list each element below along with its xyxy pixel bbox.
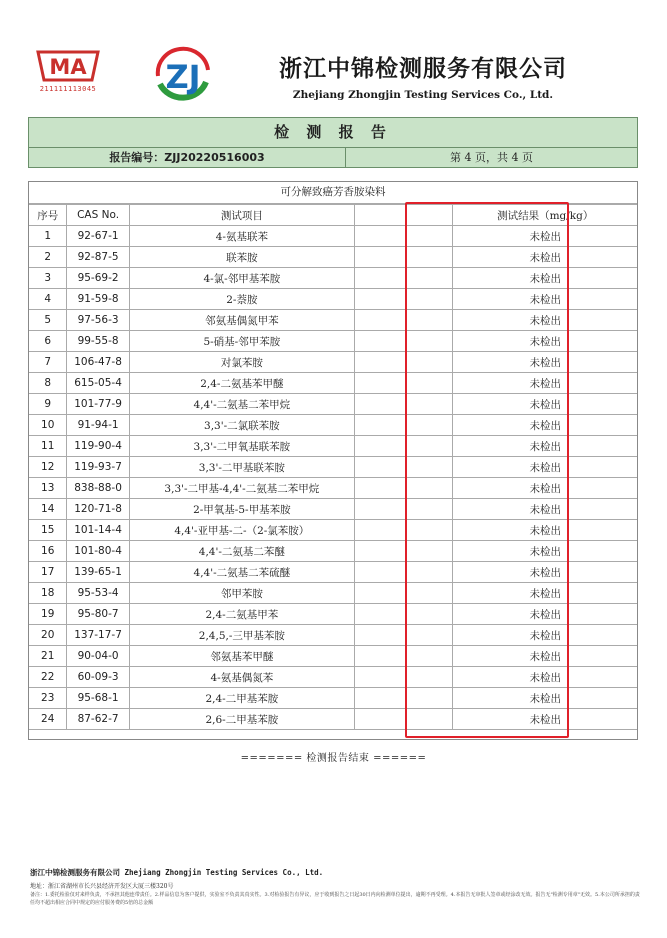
row-cas: 106-47-8 bbox=[67, 352, 129, 373]
table-row bbox=[29, 394, 637, 415]
row-result: 未检出 bbox=[453, 457, 637, 478]
table-row bbox=[29, 541, 637, 562]
footer bbox=[30, 867, 640, 907]
company-name-en: Zhejiang Zhongjin Testing Services Co., Ltd. bbox=[292, 89, 554, 101]
row-cas: 95-68-1 bbox=[67, 688, 129, 709]
row-result: 未检出 bbox=[453, 541, 637, 562]
row-blank bbox=[354, 310, 453, 331]
table-row bbox=[29, 625, 637, 646]
row-result: 未检出 bbox=[453, 415, 637, 436]
row-blank bbox=[354, 499, 453, 520]
table-row bbox=[29, 499, 637, 520]
row-item: 4-氨基偶氮苯 bbox=[129, 667, 354, 688]
cma-number: 211111113045 bbox=[39, 85, 97, 93]
header-cas: CAS No. bbox=[67, 205, 129, 226]
row-blank bbox=[354, 457, 453, 478]
row-cas: 91-59-8 bbox=[67, 289, 129, 310]
row-result: 未检出 bbox=[453, 268, 637, 289]
row-blank bbox=[354, 331, 453, 352]
row-no: 18 bbox=[29, 583, 67, 604]
row-result: 未检出 bbox=[453, 352, 637, 373]
table-row bbox=[29, 478, 637, 499]
table-row bbox=[29, 289, 637, 310]
row-result: 未检出 bbox=[453, 625, 637, 646]
row-item: 2,4,5,-三甲基苯胺 bbox=[129, 625, 354, 646]
row-result: 未检出 bbox=[453, 667, 637, 688]
row-item: 2,4-二氨基苯甲醚 bbox=[129, 373, 354, 394]
row-cas: 99-55-8 bbox=[67, 331, 129, 352]
row-item: 3,3'-二甲基-4,4'-二氨基二苯甲烷 bbox=[129, 478, 354, 499]
row-result: 未检出 bbox=[453, 499, 637, 520]
row-cas: 101-77-9 bbox=[67, 394, 129, 415]
row-no: 5 bbox=[29, 310, 67, 331]
header-item: 测试项目 bbox=[129, 205, 354, 226]
row-blank bbox=[354, 646, 453, 667]
row-blank bbox=[354, 226, 453, 247]
table-row bbox=[29, 310, 637, 331]
row-cas: 87-62-7 bbox=[67, 709, 129, 730]
row-cas: 120-71-8 bbox=[67, 499, 129, 520]
row-item: 4,4'-亚甲基-二-（2-氯苯胺） bbox=[129, 520, 354, 541]
row-blank bbox=[354, 478, 453, 499]
row-cas: 119-90-4 bbox=[67, 436, 129, 457]
row-no: 6 bbox=[29, 331, 67, 352]
row-blank bbox=[354, 667, 453, 688]
row-item: 邻甲苯胺 bbox=[129, 583, 354, 604]
row-cas: 92-87-5 bbox=[67, 247, 129, 268]
company-header bbox=[268, 50, 578, 101]
row-no: 8 bbox=[29, 373, 67, 394]
row-blank bbox=[354, 436, 453, 457]
zj-logo-text: ZJ bbox=[165, 58, 201, 96]
header-no: 序号 bbox=[29, 205, 67, 226]
row-no: 11 bbox=[29, 436, 67, 457]
row-no: 3 bbox=[29, 268, 67, 289]
row-item: 3,3'-二甲氧基联苯胺 bbox=[129, 436, 354, 457]
row-result: 未检出 bbox=[453, 583, 637, 604]
cma-logo-text: MA bbox=[49, 55, 87, 79]
table-row bbox=[29, 667, 637, 688]
table-header-row bbox=[29, 205, 637, 226]
row-no: 21 bbox=[29, 646, 67, 667]
row-item: 邻氨基偶氮甲苯 bbox=[129, 310, 354, 331]
row-no: 24 bbox=[29, 709, 67, 730]
cma-logo bbox=[32, 46, 104, 93]
cma-logo-icon bbox=[32, 46, 104, 84]
row-cas: 92-67-1 bbox=[67, 226, 129, 247]
row-no: 23 bbox=[29, 688, 67, 709]
row-cas: 95-69-2 bbox=[67, 268, 129, 289]
zj-logo-icon bbox=[152, 46, 214, 104]
row-result: 未检出 bbox=[453, 289, 637, 310]
header-blank bbox=[354, 205, 453, 226]
row-item: 4-氨基联苯 bbox=[129, 226, 354, 247]
row-no: 22 bbox=[29, 667, 67, 688]
page-info: 第 4 页，共 4 页 bbox=[450, 151, 533, 164]
row-cas: 139-65-1 bbox=[67, 562, 129, 583]
row-no: 15 bbox=[29, 520, 67, 541]
table-row bbox=[29, 268, 637, 289]
row-result: 未检出 bbox=[453, 604, 637, 625]
row-no: 14 bbox=[29, 499, 67, 520]
row-item: 邻氨基苯甲醚 bbox=[129, 646, 354, 667]
row-no: 13 bbox=[29, 478, 67, 499]
row-result: 未检出 bbox=[453, 247, 637, 268]
row-cas: 97-56-3 bbox=[67, 310, 129, 331]
company-name-cn: 浙江中锦检测服务有限公司 bbox=[279, 56, 567, 82]
table-row bbox=[29, 604, 637, 625]
row-result: 未检出 bbox=[453, 394, 637, 415]
row-cas: 137-17-7 bbox=[67, 625, 129, 646]
row-blank bbox=[354, 352, 453, 373]
row-blank bbox=[354, 289, 453, 310]
row-item: 2-甲氧基-5-甲基苯胺 bbox=[129, 499, 354, 520]
row-result: 未检出 bbox=[453, 436, 637, 457]
row-no: 10 bbox=[29, 415, 67, 436]
row-blank bbox=[354, 247, 453, 268]
zj-logo bbox=[152, 46, 214, 108]
table-row bbox=[29, 331, 637, 352]
row-item: 5-硝基-邻甲苯胺 bbox=[129, 331, 354, 352]
row-result: 未检出 bbox=[453, 331, 637, 352]
row-no: 19 bbox=[29, 604, 67, 625]
row-item: 4,4'-二氨基二苯硫醚 bbox=[129, 562, 354, 583]
row-blank bbox=[354, 562, 453, 583]
table-row bbox=[29, 688, 637, 709]
row-result: 未检出 bbox=[453, 520, 637, 541]
report-title: 检 测 报 告 bbox=[29, 118, 637, 148]
footer-address: 地址：浙江省湖州市长兴县经济开发区大厦三楼320号 bbox=[30, 883, 174, 890]
row-no: 16 bbox=[29, 541, 67, 562]
row-result: 未检出 bbox=[453, 478, 637, 499]
row-result: 未检出 bbox=[453, 646, 637, 667]
row-result: 未检出 bbox=[453, 373, 637, 394]
row-cas: 615-05-4 bbox=[67, 373, 129, 394]
footer-company: 浙江中锦检测服务有限公司 Zhejiang Zhongjin Testing Services Co., Ltd. bbox=[30, 868, 324, 877]
results-panel bbox=[28, 181, 638, 740]
end-note: ======= 检测报告结束 ====== bbox=[240, 753, 427, 764]
row-result: 未检出 bbox=[453, 226, 637, 247]
row-no: 17 bbox=[29, 562, 67, 583]
row-item: 4,4'-二氨基二苯醚 bbox=[129, 541, 354, 562]
row-no: 7 bbox=[29, 352, 67, 373]
row-result: 未检出 bbox=[453, 310, 637, 331]
row-blank bbox=[354, 709, 453, 730]
section-title: 可分解致癌芳香胺染料 bbox=[29, 182, 637, 204]
row-item: 2-萘胺 bbox=[129, 289, 354, 310]
row-blank bbox=[354, 541, 453, 562]
table-row bbox=[29, 709, 637, 730]
row-cas: 91-94-1 bbox=[67, 415, 129, 436]
table-row bbox=[29, 646, 637, 667]
table-body bbox=[29, 226, 637, 730]
table-row bbox=[29, 583, 637, 604]
row-blank bbox=[354, 583, 453, 604]
footer-notes: 备注：1.委托检验仅对来样负责，不承担其他连带责任。2.样品信息为客户提供，实验室不负责其真实性。3.对检验报告有异议，应于收到报告之日起30日内向检测单位提出，逾期不再受理。4.本报告无审批人签章或经涂改无效。报告无"检测专用章"无效。5.本公司所承担的责任均不超出相应合同中规定的应付服务费的5倍的总金额 bbox=[30, 892, 640, 906]
table-row bbox=[29, 520, 637, 541]
row-item: 2,4-二氨基甲苯 bbox=[129, 604, 354, 625]
row-cas: 90-04-0 bbox=[67, 646, 129, 667]
row-no: 2 bbox=[29, 247, 67, 268]
row-no: 20 bbox=[29, 625, 67, 646]
row-item: 3,3'-二氯联苯胺 bbox=[129, 415, 354, 436]
row-item: 对氯苯胺 bbox=[129, 352, 354, 373]
table-row bbox=[29, 226, 637, 247]
table-row bbox=[29, 457, 637, 478]
row-no: 12 bbox=[29, 457, 67, 478]
row-no: 9 bbox=[29, 394, 67, 415]
row-cas: 838-88-0 bbox=[67, 478, 129, 499]
row-result: 未检出 bbox=[453, 709, 637, 730]
row-item: 2,4-二甲基苯胺 bbox=[129, 688, 354, 709]
row-cas: 101-80-4 bbox=[67, 541, 129, 562]
header-result: 测试结果（mg/kg） bbox=[453, 205, 637, 226]
row-cas: 95-53-4 bbox=[67, 583, 129, 604]
table-row bbox=[29, 247, 637, 268]
report-number: 报告编号：ZJJ20220516003 bbox=[29, 148, 346, 167]
row-blank bbox=[354, 688, 453, 709]
row-no: 4 bbox=[29, 289, 67, 310]
row-blank bbox=[354, 373, 453, 394]
row-item: 联苯胺 bbox=[129, 247, 354, 268]
row-cas: 119-93-7 bbox=[67, 457, 129, 478]
row-item: 4,4'-二氨基二苯甲烷 bbox=[129, 394, 354, 415]
row-blank bbox=[354, 268, 453, 289]
table-row bbox=[29, 415, 637, 436]
row-blank bbox=[354, 394, 453, 415]
row-blank bbox=[354, 625, 453, 646]
table-row bbox=[29, 373, 637, 394]
row-no: 1 bbox=[29, 226, 67, 247]
table-row bbox=[29, 562, 637, 583]
row-cas: 101-14-4 bbox=[67, 520, 129, 541]
table-row bbox=[29, 436, 637, 457]
table-row bbox=[29, 352, 637, 373]
row-blank bbox=[354, 520, 453, 541]
report-header bbox=[28, 117, 638, 168]
row-item: 2,6-二甲基苯胺 bbox=[129, 709, 354, 730]
row-cas: 95-80-7 bbox=[67, 604, 129, 625]
row-blank bbox=[354, 415, 453, 436]
row-result: 未检出 bbox=[453, 562, 637, 583]
row-item: 3,3'-二甲基联苯胺 bbox=[129, 457, 354, 478]
results-table bbox=[29, 204, 637, 730]
row-blank bbox=[354, 604, 453, 625]
row-result: 未检出 bbox=[453, 688, 637, 709]
report-info-row bbox=[29, 148, 637, 167]
row-cas: 60-09-3 bbox=[67, 667, 129, 688]
row-item: 4-氯-邻甲基苯胺 bbox=[129, 268, 354, 289]
